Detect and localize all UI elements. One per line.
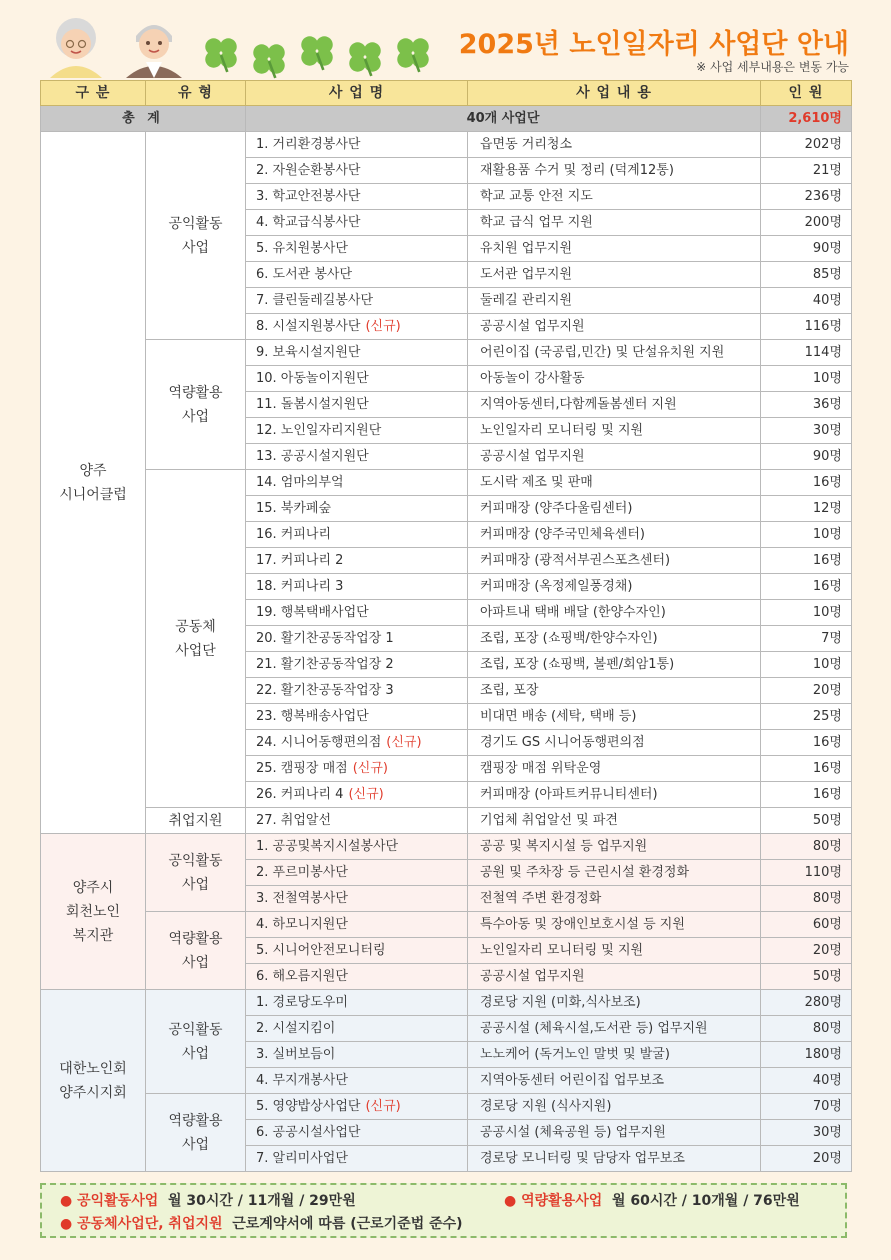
program-desc: 지역아동센터,다함께돌봄센터 지원 [468, 392, 761, 418]
program-name: 5. 시니어안전모니터링 [256, 943, 386, 958]
type-cell [146, 1094, 246, 1172]
col-header-type: 유 형 [146, 81, 246, 106]
participant-count: 20명 [761, 938, 852, 964]
program-name-cell [246, 990, 468, 1016]
program-name: 5. 영양밥상사업단 [256, 1099, 361, 1114]
bullet-icon: ● [60, 1193, 73, 1209]
participant-count: 16명 [761, 782, 852, 808]
clover-icon [344, 36, 386, 78]
program-desc: 도시락 제조 및 판매 [468, 470, 761, 496]
clover-icon [392, 32, 434, 74]
org-cell [41, 834, 146, 990]
program-desc: 지역아동센터 어린이집 업무보조 [468, 1068, 761, 1094]
program-name: 3. 전철역봉사단 [256, 891, 348, 906]
program-desc: 어린이집 (국공립,민간) 및 단설유치원 지원 [468, 340, 761, 366]
program-name-cell [246, 1094, 468, 1120]
program-name: 1. 경로당도우미 [256, 995, 348, 1010]
page-header [0, 0, 891, 80]
participant-count: 114명 [761, 340, 852, 366]
program-name-cell [246, 184, 468, 210]
participant-count: 180명 [761, 1042, 852, 1068]
program-name-cell [246, 626, 468, 652]
program-name-cell [246, 444, 468, 470]
type-name-line: 역량활용 [168, 1112, 223, 1129]
footer-info-box [40, 1183, 847, 1238]
participant-count: 16명 [761, 574, 852, 600]
org-name-line: 회천노인 [65, 903, 121, 920]
type-name-line: 사업 [181, 876, 210, 893]
table-header-row [41, 81, 852, 106]
participant-count: 202명 [761, 132, 852, 158]
participant-count: 21명 [761, 158, 852, 184]
org-cell [41, 990, 146, 1172]
program-name: 25. 캠핑장 매점 [256, 761, 348, 776]
clover-icon [296, 30, 338, 72]
program-name-cell [246, 1016, 468, 1042]
table-row [41, 990, 852, 1016]
program-name: 10. 아동놀이지원단 [256, 371, 369, 386]
col-header-desc: 사 업 내 용 [468, 81, 761, 106]
type-cell [146, 834, 246, 912]
program-name: 5. 유치원봉사단 [256, 241, 348, 256]
new-badge: (신규) [386, 735, 422, 750]
clover-icon [200, 32, 242, 74]
program-desc: 조립, 포장 (쇼핑백/한양수자인) [468, 626, 761, 652]
participant-count: 116명 [761, 314, 852, 340]
participant-count: 12명 [761, 496, 852, 522]
program-name: 18. 커피나리 3 [256, 579, 344, 594]
footer-item-community [60, 1213, 463, 1233]
footer-label: 공익활동사업 [77, 1193, 159, 1209]
program-name-cell [246, 652, 468, 678]
program-desc: 공공 및 복지시설 등 업무지원 [468, 834, 761, 860]
program-desc: 공공시설 (체육시설,도서관 등) 업무지원 [468, 1016, 761, 1042]
col-header-category: 구 분 [41, 81, 146, 106]
program-desc: 아파트내 택배 배달 (한양수자인) [468, 600, 761, 626]
program-name-cell [246, 522, 468, 548]
type-name-line: 공익활동 [168, 215, 223, 232]
program-desc: 기업체 취업알선 및 파견 [468, 808, 761, 834]
type-name-line: 공익활동 [168, 852, 223, 869]
program-name: 3. 학교안전봉사단 [256, 189, 361, 204]
total-label: 총 계 [41, 106, 246, 132]
org-name-line: 대한노인회 [59, 1060, 127, 1077]
participant-count: 60명 [761, 912, 852, 938]
program-name: 21. 활기찬공동작업장 2 [256, 657, 394, 672]
type-name-line: 사업 [181, 239, 210, 256]
program-desc: 경로당 모니터링 및 담당자 업무보조 [468, 1146, 761, 1172]
participant-count: 7명 [761, 626, 852, 652]
program-name: 11. 돌봄시설지원단 [256, 397, 369, 412]
program-desc: 학교 급식 업무 지원 [468, 210, 761, 236]
program-name-cell [246, 262, 468, 288]
program-name-cell [246, 496, 468, 522]
program-desc: 전철역 주변 환경정화 [468, 886, 761, 912]
type-name-line: 사업 [181, 954, 210, 971]
program-name-cell [246, 1042, 468, 1068]
program-desc: 경기도 GS 시니어동행편의점 [468, 730, 761, 756]
program-name: 22. 활기찬공동작업장 3 [256, 683, 394, 698]
program-desc: 커피매장 (양주국민체육센터) [468, 522, 761, 548]
footer-item-public [60, 1190, 356, 1210]
grandmother-avatar-icon [44, 14, 108, 78]
participant-count: 36명 [761, 392, 852, 418]
program-name-cell [246, 782, 468, 808]
participant-count: 280명 [761, 990, 852, 1016]
participant-count: 40명 [761, 288, 852, 314]
total-count: 2,610명 [761, 106, 852, 132]
program-desc: 노노케어 (독거노인 말벗 및 발굴) [468, 1042, 761, 1068]
type-name-line: 사업 [181, 408, 210, 425]
program-desc: 노인일자리 모니터링 및 지원 [468, 938, 761, 964]
participant-count: 10명 [761, 600, 852, 626]
program-desc: 공공시설 (체육공원 등) 업무지원 [468, 1120, 761, 1146]
new-badge: (신규) [348, 787, 384, 802]
footer-label: 공동체사업단, 취업지원 [77, 1216, 223, 1232]
program-name-cell [246, 158, 468, 184]
program-name-cell [246, 886, 468, 912]
table-row [41, 808, 852, 834]
program-name: 8. 시설지원봉사단 [256, 319, 361, 334]
program-name: 6. 공공시설사업단 [256, 1125, 361, 1140]
type-cell [146, 132, 246, 340]
program-name-cell [246, 548, 468, 574]
program-name: 12. 노인일자리지원단 [256, 423, 382, 438]
org-name-line: 복지관 [72, 927, 114, 944]
footer-item-capacity [504, 1190, 800, 1210]
participant-count: 50명 [761, 808, 852, 834]
program-desc: 공공시설 업무지원 [468, 444, 761, 470]
program-name: 4. 무지개봉사단 [256, 1073, 348, 1088]
table-row [41, 1094, 852, 1120]
program-name-cell [246, 938, 468, 964]
participant-count: 200명 [761, 210, 852, 236]
participant-count: 40명 [761, 1068, 852, 1094]
table-row [41, 340, 852, 366]
participant-count: 90명 [761, 444, 852, 470]
program-name: 24. 시니어동행편의점 [256, 735, 382, 750]
program-name: 4. 하모니지원단 [256, 917, 348, 932]
page-title: 2025년 노인일자리 사업단 안내 [458, 29, 849, 60]
type-name-line: 취업지원 [168, 812, 223, 829]
program-name-cell [246, 132, 468, 158]
program-desc: 노인일자리 모니터링 및 지원 [468, 418, 761, 444]
program-name-cell [246, 340, 468, 366]
type-cell [146, 990, 246, 1094]
program-name-cell [246, 210, 468, 236]
program-name: 1. 공공및복지시설봉사단 [256, 839, 399, 854]
participant-count: 16명 [761, 730, 852, 756]
footer-text: 월 60시간 / 10개월 / 76만원 [612, 1193, 800, 1209]
program-name-cell [246, 808, 468, 834]
program-name-cell [246, 756, 468, 782]
org-cell [41, 132, 146, 834]
table-row [41, 470, 852, 496]
type-cell [146, 808, 246, 834]
participant-count: 80명 [761, 886, 852, 912]
total-row [41, 106, 852, 132]
program-table [40, 80, 852, 1172]
program-name-cell [246, 1146, 468, 1172]
participant-count: 110명 [761, 860, 852, 886]
participant-count: 20명 [761, 678, 852, 704]
program-name: 1. 거리환경봉사단 [256, 137, 361, 152]
program-name-cell [246, 730, 468, 756]
participant-count: 236명 [761, 184, 852, 210]
program-name-cell [246, 574, 468, 600]
org-name-line: 시니어클럽 [59, 486, 127, 503]
type-cell [146, 340, 246, 470]
program-name: 16. 커피나리 [256, 527, 332, 542]
col-header-count: 인 원 [761, 81, 852, 106]
table-row [41, 834, 852, 860]
program-name: 9. 보육시설지원단 [256, 345, 361, 360]
type-name-line: 공익활동 [168, 1021, 223, 1038]
program-name-cell [246, 912, 468, 938]
program-name: 23. 행복배송사업단 [256, 709, 369, 724]
participant-count: 16명 [761, 756, 852, 782]
program-name: 15. 북카페숲 [256, 501, 332, 516]
table-row [41, 132, 852, 158]
participant-count: 10명 [761, 366, 852, 392]
participant-count: 90명 [761, 236, 852, 262]
program-desc: 캠핑장 매점 위탁운영 [468, 756, 761, 782]
participant-count: 85명 [761, 262, 852, 288]
program-name: 2. 자원순환봉사단 [256, 163, 361, 178]
program-name: 2. 푸르미봉사단 [256, 865, 348, 880]
participant-count: 70명 [761, 1094, 852, 1120]
program-desc: 경로당 지원 (미화,식사보조) [468, 990, 761, 1016]
program-name: 7. 알리미사업단 [256, 1151, 348, 1166]
program-name: 19. 행복택배사업단 [256, 605, 369, 620]
grandfather-avatar-icon [122, 14, 186, 78]
program-desc: 특수아동 및 장애인보호시설 등 지원 [468, 912, 761, 938]
program-name-cell [246, 1068, 468, 1094]
type-name-line: 사업 [181, 1045, 210, 1062]
footer-text: 근로계약서에 따름 (근로기준법 준수) [232, 1216, 463, 1232]
program-desc: 공원 및 주차장 등 근린시설 환경정화 [468, 860, 761, 886]
participant-count: 10명 [761, 652, 852, 678]
type-name-line: 사업 [181, 1136, 210, 1153]
program-name: 14. 엄마의부엌 [256, 475, 344, 490]
program-desc: 둘레길 관리지원 [468, 288, 761, 314]
program-name-cell [246, 834, 468, 860]
program-desc: 조립, 포장 [468, 678, 761, 704]
program-desc: 커피매장 (아파트커뮤니티센터) [468, 782, 761, 808]
type-name-line: 사업단 [175, 642, 216, 659]
program-name: 13. 공공시설지원단 [256, 449, 369, 464]
program-desc: 학교 교통 안전 지도 [468, 184, 761, 210]
footer-label: 역량활용사업 [521, 1193, 603, 1209]
program-name: 7. 클린둘레길봉사단 [256, 293, 373, 308]
program-desc: 커피매장 (광적서부권스포츠센터) [468, 548, 761, 574]
program-name-cell [246, 704, 468, 730]
program-name: 20. 활기찬공동작업장 1 [256, 631, 394, 646]
program-name: 2. 시설지킴이 [256, 1021, 336, 1036]
program-name-cell [246, 860, 468, 886]
type-cell [146, 470, 246, 808]
bullet-icon: ● [60, 1216, 73, 1232]
org-name-line: 양주시지회 [59, 1084, 127, 1101]
participant-count: 80명 [761, 1016, 852, 1042]
program-name: 4. 학교급식봉사단 [256, 215, 361, 230]
program-name: 6. 해오름지원단 [256, 969, 348, 984]
program-name-cell [246, 418, 468, 444]
notice-text: ※ 사업 세부내용은 변동 가능 [696, 60, 849, 74]
program-name-cell [246, 366, 468, 392]
participant-count: 80명 [761, 834, 852, 860]
program-desc: 조립, 포장 (쇼핑백, 볼펜/회암1통) [468, 652, 761, 678]
new-badge: (신규) [352, 761, 388, 776]
footer-text: 월 30시간 / 11개월 / 29만원 [168, 1193, 356, 1209]
program-desc: 도서관 업무지원 [468, 262, 761, 288]
participant-count: 30명 [761, 1120, 852, 1146]
type-name-line: 역량활용 [168, 384, 223, 401]
program-desc: 유치원 업무지원 [468, 236, 761, 262]
participant-count: 50명 [761, 964, 852, 990]
program-desc: 아동놀이 강사활동 [468, 366, 761, 392]
participant-count: 25명 [761, 704, 852, 730]
program-desc: 읍면동 거리청소 [468, 132, 761, 158]
program-name-cell [246, 288, 468, 314]
program-desc: 재활용품 수거 및 정리 (덕계12통) [468, 158, 761, 184]
participant-count: 10명 [761, 522, 852, 548]
participant-count: 20명 [761, 1146, 852, 1172]
program-name: 6. 도서관 봉사단 [256, 267, 353, 282]
program-name: 3. 실버보듬이 [256, 1047, 336, 1062]
table-row [41, 912, 852, 938]
program-name-cell [246, 600, 468, 626]
participant-count: 16명 [761, 470, 852, 496]
bullet-icon: ● [504, 1193, 517, 1209]
program-desc: 커피매장 (양주다울림센터) [468, 496, 761, 522]
program-name-cell [246, 678, 468, 704]
program-desc: 공공시설 업무지원 [468, 314, 761, 340]
program-name-cell [246, 964, 468, 990]
program-name-cell [246, 314, 468, 340]
type-cell [146, 912, 246, 990]
participant-count: 30명 [761, 418, 852, 444]
program-desc: 공공시설 업무지원 [468, 964, 761, 990]
program-name: 17. 커피나리 2 [256, 553, 344, 568]
org-name-line: 양주시 [72, 879, 114, 896]
program-desc: 비대면 배송 (세탁, 택배 등) [468, 704, 761, 730]
program-name: 27. 취업알선 [256, 813, 332, 828]
participant-count: 16명 [761, 548, 852, 574]
program-desc: 경로당 지원 (식사지원) [468, 1094, 761, 1120]
org-name-line: 양주 [79, 462, 107, 479]
program-name-cell [246, 470, 468, 496]
type-name-line: 공동체 [175, 618, 216, 635]
clover-icon [248, 38, 290, 80]
program-name-cell [246, 1120, 468, 1146]
program-name-cell [246, 236, 468, 262]
new-badge: (신규) [365, 319, 401, 334]
program-desc: 커피매장 (옥정제일풍경채) [468, 574, 761, 600]
new-badge: (신규) [365, 1099, 401, 1114]
total-summary: 40개 사업단 [246, 106, 761, 132]
program-name-cell [246, 392, 468, 418]
col-header-name: 사 업 명 [246, 81, 468, 106]
type-name-line: 역량활용 [168, 930, 223, 947]
program-name: 26. 커피나리 4 [256, 787, 344, 802]
